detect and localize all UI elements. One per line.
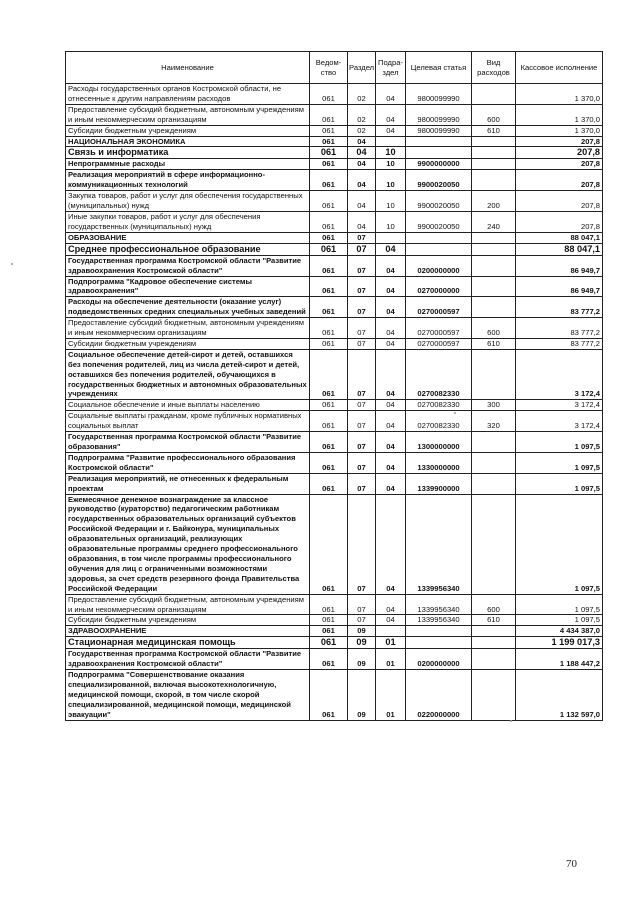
row-subsection: 04 [376,243,406,255]
row-section: 04 [348,211,376,232]
row-name: Иные закупки товаров, работ и услуг для обеспечения государственных (муниципальных) нужд [66,211,310,232]
table-row [66,637,603,649]
row-department: 061 [310,191,348,212]
row-department: 061 [310,349,348,400]
row-name: Закупка товаров, работ и услуг для обеспечения государственных (муниципальных) нужд [66,191,310,212]
table-body [66,84,603,721]
row-target-article: 0270000597 [406,297,472,318]
row-cash-execution: 1 097,5 [516,594,603,615]
row-department: 061 [310,147,348,159]
row-target-article: 1300000000 [406,432,472,453]
row-subsection [376,136,406,147]
header-section: Раздел [348,52,376,84]
row-section: 09 [348,637,376,649]
row-expense-type [472,147,516,159]
row-subsection: 04 [376,594,406,615]
row-department: 061 [310,84,348,105]
table-row [66,318,603,339]
table-row [66,411,603,432]
row-cash-execution: 207,8 [516,170,603,191]
row-target-article [406,232,472,243]
row-name: Подпрограмма "Кадровое обеспечение системы здравоохранения" [66,276,310,297]
header-subsection: Подра-здел [376,52,406,84]
row-subsection: 04 [376,84,406,105]
header-name: Наименование [66,52,310,84]
table-row [66,159,603,170]
row-target-article: 0270000597 [406,338,472,349]
row-subsection: 04 [376,349,406,400]
budget-execution-table [65,51,603,721]
row-department: 061 [310,159,348,170]
row-department: 061 [310,243,348,255]
row-target-article: 9900020050 [406,191,472,212]
row-cash-execution: 207,8 [516,159,603,170]
row-department: 061 [310,276,348,297]
row-name: Реализация мероприятий в сфере информационно-коммуникационных технологий [66,170,310,191]
row-section: 07 [348,400,376,411]
row-name: Субсидии бюджетным учреждениям [66,615,310,626]
row-section: 07 [348,338,376,349]
row-expense-type [472,649,516,670]
scan-speck [454,412,456,414]
table-row [66,626,603,637]
table-row [66,243,603,255]
row-cash-execution: 1 370,0 [516,84,603,105]
row-name: Социальное обеспечение и иные выплаты населению [66,400,310,411]
row-subsection: 04 [376,615,406,626]
row-target-article: 0270082330 [406,400,472,411]
row-section: 07 [348,349,376,400]
row-target-article: 1339956340 [406,594,472,615]
row-cash-execution: 4 434 387,0 [516,626,603,637]
row-target-article: 9900020050 [406,170,472,191]
row-target-article: 1339900000 [406,473,472,494]
table-row [66,125,603,136]
row-cash-execution: 88 047,1 [516,243,603,255]
row-expense-type [472,297,516,318]
row-department: 061 [310,170,348,191]
table-row [66,473,603,494]
row-section: 02 [348,84,376,105]
table-row [66,191,603,212]
row-expense-type [472,452,516,473]
row-expense-type: 600 [472,594,516,615]
scan-speck [510,720,512,722]
row-target-article: 0270082330 [406,411,472,432]
table-row [66,338,603,349]
row-cash-execution: 1 199 017,3 [516,637,603,649]
row-section: 07 [348,411,376,432]
row-name: Подпрограмма "Совершенствование оказания специализированной, включая высокотехнологичную, медицинской помощи, скорой, в том числе скорой специализированной, медицинской помощи, медицинской эвакуации" [66,670,310,721]
row-department: 061 [310,211,348,232]
row-cash-execution: 83 777,2 [516,338,603,349]
row-expense-type [472,243,516,255]
row-cash-execution: 83 777,2 [516,297,603,318]
row-name: Реализация мероприятий, не отнесенных к федеральным проектам [66,473,310,494]
row-target-article: 9800099990 [406,84,472,105]
row-subsection: 04 [376,411,406,432]
row-section: 07 [348,297,376,318]
table-row [66,452,603,473]
row-department: 061 [310,670,348,721]
row-target-article: 1330000000 [406,452,472,473]
row-department: 061 [310,473,348,494]
row-expense-type [472,255,516,276]
row-section: 07 [348,473,376,494]
row-department: 061 [310,494,348,594]
row-subsection: 10 [376,211,406,232]
row-name: Предоставление субсидий бюджетным, автономным учреждениям и иным некоммерческим организациям [66,104,310,125]
row-section: 07 [348,318,376,339]
row-target-article: 9800099990 [406,104,472,125]
table-row [66,211,603,232]
table-row [66,400,603,411]
row-cash-execution: 1 370,0 [516,125,603,136]
row-department: 061 [310,594,348,615]
row-name: Предоставление субсидий бюджетным, автономным учреждениям и иным некоммерческим организациям [66,594,310,615]
row-department: 061 [310,400,348,411]
row-expense-type: 200 [472,191,516,212]
row-expense-type [472,626,516,637]
row-department: 061 [310,626,348,637]
row-cash-execution: 3 172,4 [516,349,603,400]
row-expense-type: 240 [472,211,516,232]
row-expense-type [472,136,516,147]
row-cash-execution: 1 097,5 [516,473,603,494]
row-subsection: 04 [376,104,406,125]
scan-speck [11,263,13,265]
table-row [66,649,603,670]
row-name: Стационарная медицинская помощь [66,637,310,649]
row-expense-type [472,159,516,170]
row-section: 07 [348,243,376,255]
row-name: Социальное обеспечение детей-сирот и детей, оставшихся без попечения родителей, лиц из числа детей-сирот и детей, оставшихся без попечения родителей, обучающихся в государственных бюджетных и автономных образовательных учреждениях [66,349,310,400]
row-expense-type [472,232,516,243]
row-name: Ежемесячное денежное вознаграждение за классное руководство (кураторство) педагогическим работникам государственных образовательных организаций субъектов Российской Федерации и г. Байконура, муниципальных образовательных организаций, реализующих образовательные программы среднего профессионального образования, в том числе программы профессионального обучения для лиц с ограниченными возможностями здоровья, за счет средств резервного фонда Правительства Российской Федерации [66,494,310,594]
header-expense-type: Вид расходов [472,52,516,84]
row-section: 07 [348,452,376,473]
row-department: 061 [310,232,348,243]
row-department: 061 [310,136,348,147]
row-cash-execution: 207,8 [516,136,603,147]
row-subsection: 10 [376,191,406,212]
row-cash-execution: 1 097,5 [516,432,603,453]
row-subsection: 04 [376,318,406,339]
row-subsection: 04 [376,255,406,276]
row-expense-type: 320 [472,411,516,432]
row-cash-execution: 83 777,2 [516,318,603,339]
row-target-article [406,136,472,147]
row-department: 061 [310,125,348,136]
row-department: 061 [310,411,348,432]
table-row [66,494,603,594]
row-subsection: 04 [376,452,406,473]
row-cash-execution: 86 949,7 [516,276,603,297]
row-section: 07 [348,276,376,297]
row-cash-execution: 88 047,1 [516,232,603,243]
row-target-article: 9900020050 [406,211,472,232]
row-subsection: 04 [376,473,406,494]
row-department: 061 [310,452,348,473]
row-section: 07 [348,594,376,615]
row-section: 04 [348,136,376,147]
row-subsection [376,232,406,243]
row-name: Государственная программа Костромской области "Развитие здравоохранения Костромской области" [66,649,310,670]
row-subsection [376,626,406,637]
row-department: 061 [310,649,348,670]
row-expense-type: 600 [472,318,516,339]
row-cash-execution: 207,8 [516,191,603,212]
row-expense-type [472,432,516,453]
row-section: 09 [348,670,376,721]
row-section: 04 [348,191,376,212]
row-target-article [406,626,472,637]
table-row [66,255,603,276]
row-expense-type: 610 [472,125,516,136]
row-target-article: 1339956340 [406,494,472,594]
table-row [66,297,603,318]
row-cash-execution: 207,8 [516,147,603,159]
row-name: Субсидии бюджетным учреждениям [66,338,310,349]
row-expense-type [472,494,516,594]
row-subsection: 04 [376,494,406,594]
row-expense-type [472,670,516,721]
row-department: 061 [310,615,348,626]
row-subsection: 01 [376,637,406,649]
row-section: 02 [348,104,376,125]
row-name: Связь и информатика [66,147,310,159]
row-name: Непрограммные расходы [66,159,310,170]
row-expense-type: 610 [472,615,516,626]
row-cash-execution: 1 370,0 [516,104,603,125]
row-expense-type: 300 [472,400,516,411]
row-expense-type: 610 [472,338,516,349]
row-cash-execution: 1 188 447,2 [516,649,603,670]
row-name: Расходы на обеспечение деятельности (оказание услуг) подведомственных средних специальных учебных заведений [66,297,310,318]
row-department: 061 [310,297,348,318]
table-row [66,349,603,400]
row-cash-execution: 3 172,4 [516,400,603,411]
row-cash-execution: 86 949,7 [516,255,603,276]
row-name: Среднее профессиональное образование [66,243,310,255]
row-target-article: 0200000000 [406,649,472,670]
table-row [66,432,603,453]
row-section: 09 [348,626,376,637]
row-name: ЗДРАВООХРАНЕНИЕ [66,626,310,637]
row-name: Государственная программа Костромской области "Развитие здравоохранения Костромской области" [66,255,310,276]
row-section: 07 [348,615,376,626]
row-target-article: 0200000000 [406,255,472,276]
row-cash-execution: 1 097,5 [516,494,603,594]
row-cash-execution: 207,8 [516,211,603,232]
row-target-article: 0270082330 [406,349,472,400]
row-target-article: 0220000000 [406,670,472,721]
row-subsection: 04 [376,276,406,297]
row-expense-type [472,637,516,649]
row-expense-type [472,276,516,297]
header-cash-execution: Кассовое исполнение [516,52,603,84]
row-cash-execution: 3 172,4 [516,411,603,432]
header-target-article: Целевая статья [406,52,472,84]
table-row [66,594,603,615]
row-cash-execution: 1 132 597,0 [516,670,603,721]
row-expense-type [472,84,516,105]
row-section: 09 [348,649,376,670]
row-section: 04 [348,170,376,191]
table-row [66,147,603,159]
page-number: 70 [566,858,577,870]
row-subsection: 01 [376,649,406,670]
table-row [66,136,603,147]
table-row [66,670,603,721]
row-target-article: 9800099990 [406,125,472,136]
row-department: 061 [310,318,348,339]
row-target-article: 0270000597 [406,318,472,339]
row-department: 061 [310,637,348,649]
row-section: 07 [348,432,376,453]
row-section: 04 [348,147,376,159]
row-expense-type [472,349,516,400]
row-section: 04 [348,159,376,170]
row-section: 07 [348,494,376,594]
row-name: Государственная программа Костромской области "Развитие образования" [66,432,310,453]
row-target-article: 9900000000 [406,159,472,170]
row-section: 02 [348,125,376,136]
row-subsection: 04 [376,400,406,411]
row-section: 07 [348,232,376,243]
row-department: 061 [310,432,348,453]
row-name: Социальные выплаты гражданам, кроме публичных нормативных социальных выплат [66,411,310,432]
row-expense-type [472,170,516,191]
header-department: Ведом-ство [310,52,348,84]
row-name: Субсидии бюджетным учреждениям [66,125,310,136]
table-row [66,232,603,243]
row-department: 061 [310,104,348,125]
row-department: 061 [310,338,348,349]
table-header-row [66,52,603,84]
row-subsection: 04 [376,125,406,136]
row-name: Предоставление субсидий бюджетным, автономным учреждениям и иным некоммерческим организациям [66,318,310,339]
row-name: ОБРАЗОВАНИЕ [66,232,310,243]
row-subsection: 10 [376,159,406,170]
row-subsection: 04 [376,297,406,318]
table-row [66,276,603,297]
row-subsection: 04 [376,432,406,453]
row-target-article [406,147,472,159]
row-cash-execution: 1 097,5 [516,615,603,626]
row-subsection: 10 [376,170,406,191]
table-row [66,104,603,125]
table-row [66,84,603,105]
row-name: Расходы государственных органов Костромской области, не отнесенные к другим направлениям расходов [66,84,310,105]
row-cash-execution: 1 097,5 [516,452,603,473]
row-expense-type [472,473,516,494]
table-row [66,170,603,191]
row-target-article: 1339956340 [406,615,472,626]
row-subsection: 10 [376,147,406,159]
row-subsection: 01 [376,670,406,721]
row-subsection: 04 [376,338,406,349]
row-department: 061 [310,255,348,276]
row-target-article: 0270000000 [406,276,472,297]
table-row [66,615,603,626]
row-target-article [406,243,472,255]
row-target-article [406,637,472,649]
row-name: Подпрограмма "Развитие профессионального образования Костромской области" [66,452,310,473]
row-expense-type: 600 [472,104,516,125]
row-section: 07 [348,255,376,276]
row-name: НАЦИОНАЛЬНАЯ ЭКОНОМИКА [66,136,310,147]
